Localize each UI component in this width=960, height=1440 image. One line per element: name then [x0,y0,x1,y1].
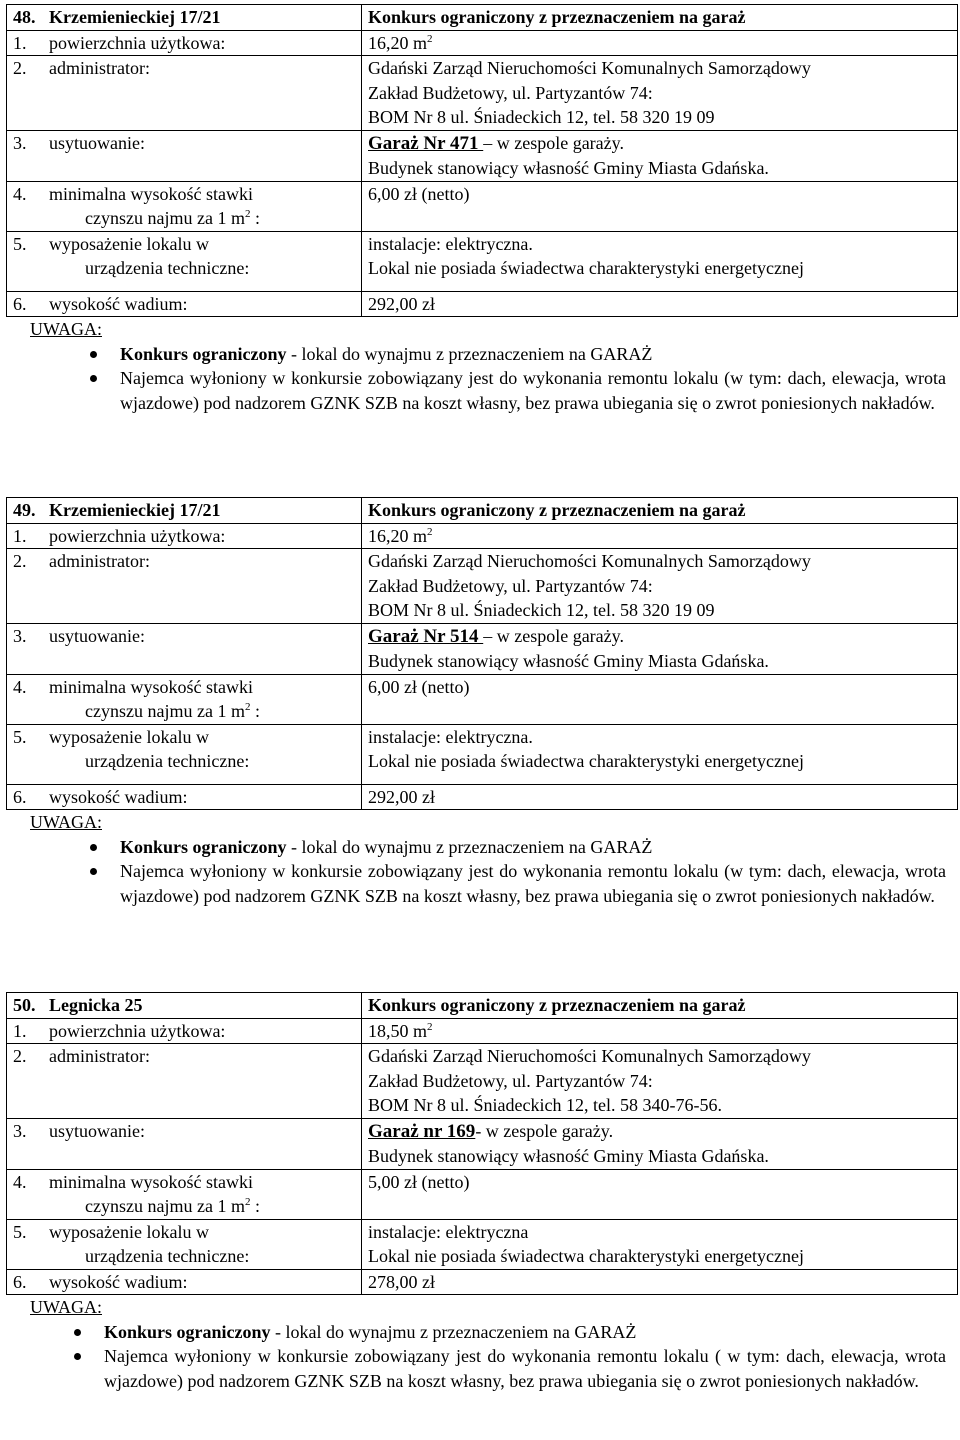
admin-line-2: Zakład Budżetowy, ul. Partyzantów 74: [368,1070,653,1091]
notes-list [6,835,956,909]
note-item: Konkurs ograniczony - lokal do wynajmu z przeznaczeniem na GARAŻ [6,835,956,860]
listing-number: 50. [13,995,36,1015]
area-value: 16,20 m [368,525,428,546]
listing-street: Krzemienieckiej 17/21 [49,500,221,520]
equip-label: wyposażenie lokalu w [49,233,209,254]
listing-number: 49. [13,500,36,520]
listing-table: 48. Krzemienieckiej 17/21 Konkurs ograniczony z przeznaczeniem na garaż 1. powierzchnia użytkowa: 16,20 $m^2$ 2. administrator: Gdański Zarząd Nieruchomości Komunalnych Samorządowy Zakład Budżetowy, ul. Partyzantów 74: BOM Nr 8 ul. Śniadeckich 12, tel. 58 320 19 09 3. usytuowanie: Garaż Nr 471 – w zespole garaży. Budynek stanowiący własność Gminy Miasta Gdańska. 4. minimalna wysokość stawki czynszu najmu za 1 $m^2$ : 6,00 zł (netto) 5. wyposażenie lokalu w urządzenia techniczne: instalacje: elektryczna. Lokal nie posiada świadectwa charakterystyki energetycznej 6. wysokość wadium: 292,00 zł [6,4,958,317]
rate-label: minimalna wysokość stawki [49,676,253,697]
note-item: Najemca wyłoniony w konkursie zobowiązany jest do wykonania remontu lokalu (w tym: dach, elewacja, wrota wjazdowe) pod nadzorem GZNK SZB na koszt własny, bez prawa ubiegania się o zwrot poniesionych nakładów. [6,859,956,908]
deposit-value: 292,00 zł [362,291,958,317]
area-label: powierzchnia użytkowa: [49,32,226,53]
listing-number: 48. [13,7,36,27]
garage-location: - w zespole garaży. [475,1120,614,1141]
bullet-icon [90,351,97,358]
area-value: 18,50 m [368,1020,428,1041]
admin-line-3: BOM Nr 8 ul. Śniadeckich 12, tel. 58 320 19 09 [368,107,715,127]
listing-table: 49. Krzemienieckiej 17/21 Konkurs ograniczony z przeznaczeniem na garaż 1. powierzchnia użytkowa: 16,20 $m^2$ 2. administrator: Gdański Zarząd Nieruchomości Komunalnych Samorządowy Zakład Budżetowy, ul. Partyzantów 74: BOM Nr 8 ul. Śniadeckich 12, tel. 58 320 19 09 3. usytuowanie: Garaż Nr 514 – w zespole garaży. Budynek stanowiący własność Gminy Miasta Gdańska. 4. minimalna wysokość stawki czynszu najmu za 1 $m^2$ : 6,00 zł (netto) 5. wyposażenie lokalu w urządzenia techniczne: instalacje: elektryczna. Lokal nie posiada świadectwa charakterystyki energetycznej 6. wysokość wadium: 292,00 zł [6,497,958,810]
equipment-value: instalacje: elektryczna. [368,233,533,254]
admin-line-2: Zakład Budżetowy, ul. Partyzantów 74: [368,82,653,103]
garage-number: Garaż Nr 471 [368,132,484,154]
listing-type: Konkurs ograniczony z przeznaczeniem na garaż [362,5,958,31]
building-owner: Budynek stanowiący własność Gminy Miasta Gdańska. [368,1146,769,1166]
admin-line-3: BOM Nr 8 ul. Śniadeckich 12, tel. 58 340-76-56. [368,1095,722,1115]
note-item: Konkurs ograniczony - lokal do wynajmu z przeznaczeniem na GARAŻ [6,1320,956,1345]
admin-line-3: BOM Nr 8 ul. Śniadeckich 12, tel. 58 320 19 09 [368,600,715,620]
admin-line-1: Gdański Zarząd Nieruchomości Komunalnych Samorządowy [368,58,811,78]
listing-street: Legnicka 25 [49,995,143,1015]
note-item: Najemca wyłoniony w konkursie zobowiązany jest do wykonania remontu lokalu (w tym: dach, elewacja, wrota wjazdowe) pod nadzorem GZNK SZB na koszt własny, bez prawa ubiegania się o zwrot poniesionych nakładów. [6,366,956,415]
bullet-icon [74,1329,81,1336]
rate-value: 6,00 zł (netto) [362,181,958,231]
admin-label: administrator: [49,1046,150,1066]
garage-number: Garaż Nr 514 [368,625,484,647]
notes-list [6,342,956,416]
rate-value: 6,00 zł (netto) [362,674,958,724]
location-label: usytuowanie: [49,625,145,646]
building-owner: Budynek stanowiący własność Gminy Miasta Gdańska. [368,158,769,178]
listing-49 [6,497,956,908]
deposit-label: wysokość wadium: [49,786,188,807]
admin-label: administrator: [49,551,150,571]
note-item: Najemca wyłoniony w konkursie zobowiązany jest do wykonania remontu lokalu ( w tym: dach, elewacja, wrota wjazdowe) pod nadzorem GZNK SZB na koszt własny, bez prawa ubiegania się o zwrot poniesionych nakładów. [6,1344,956,1393]
energy-cert: Lokal nie posiada świadectwa charakterystyki energetycznej [368,751,804,771]
admin-line-1: Gdański Zarząd Nieruchomości Komunalnych Samorządowy [368,1046,811,1066]
area-label: powierzchnia użytkowa: [49,1020,226,1041]
listing-50 [6,992,956,1393]
bullet-icon [90,868,97,875]
listing-48 [6,4,956,415]
uwaga-heading: UWAGA: [30,1297,102,1317]
notes-list [6,1320,956,1394]
equipment-value: instalacje: elektryczna. [368,726,533,747]
bullet-icon [74,1353,81,1360]
energy-cert: Lokal nie posiada świadectwa charakterystyki energetycznej [368,1246,804,1266]
listing-table: 50. Legnicka 25 Konkurs ograniczony z przeznaczeniem na garaż 1. powierzchnia użytkowa: 18,50 $m^2$ 2. administrator: Gdański Zarząd Nieruchomości Komunalnych Samorządowy Zakład Budżetowy, ul. Partyzantów 74: BOM Nr 8 ul. Śniadeckich 12, tel. 58 340-76-56. 3. usytuowanie: Garaż nr 169- w zespole garaży. Budynek stanowiący własność Gminy Miasta Gdańska. 4. minimalna wysokość stawki czynszu najmu za 1 $m^2$ : 5,00 zł (netto) 5. wyposażenie lokalu w urządzenia techniczne: instalacje: elektryczna Lokal nie posiada świadectwa charakterystyki energetycznej 6. wysokość wadium: 278,00 zł [6,992,958,1295]
uwaga-heading: UWAGA: [30,812,102,832]
listing-type: Konkurs ograniczony z przeznaczeniem na garaż [362,993,958,1019]
bullet-icon [90,844,97,851]
energy-cert: Lokal nie posiada świadectwa charakterystyki energetycznej [368,258,804,278]
deposit-value: 292,00 zł [362,784,958,810]
garage-location: – w zespole garaży. [483,625,624,646]
garage-location: – w zespole garaży. [483,132,624,153]
deposit-value: 278,00 zł [362,1269,958,1295]
listing-street: Krzemienieckiej 17/21 [49,7,221,27]
rate-label: minimalna wysokość stawki [49,1171,253,1192]
admin-line-2: Zakład Budżetowy, ul. Partyzantów 74: [368,575,653,596]
area-value: 16,20 m [368,32,428,53]
equip-label: wyposażenie lokalu w [49,1221,209,1242]
garage-number: Garaż nr 169 [368,1120,476,1142]
building-owner: Budynek stanowiący własność Gminy Miasta Gdańska. [368,651,769,671]
equip-label: wyposażenie lokalu w [49,726,209,747]
location-label: usytuowanie: [49,1120,145,1141]
uwaga-heading: UWAGA: [30,319,102,339]
deposit-label: wysokość wadium: [49,1271,188,1292]
deposit-label: wysokość wadium: [49,293,188,314]
listing-type: Konkurs ograniczony z przeznaczeniem na garaż [362,498,958,524]
location-label: usytuowanie: [49,132,145,153]
admin-label: administrator: [49,58,150,78]
rate-value: 5,00 zł (netto) [362,1169,958,1219]
area-label: powierzchnia użytkowa: [49,525,226,546]
note-item: Konkurs ograniczony - lokal do wynajmu z przeznaczeniem na GARAŻ [6,342,956,367]
admin-line-1: Gdański Zarząd Nieruchomości Komunalnych Samorządowy [368,551,811,571]
bullet-icon [90,375,97,382]
rate-label: minimalna wysokość stawki [49,183,253,204]
equipment-value: instalacje: elektryczna [368,1221,529,1242]
